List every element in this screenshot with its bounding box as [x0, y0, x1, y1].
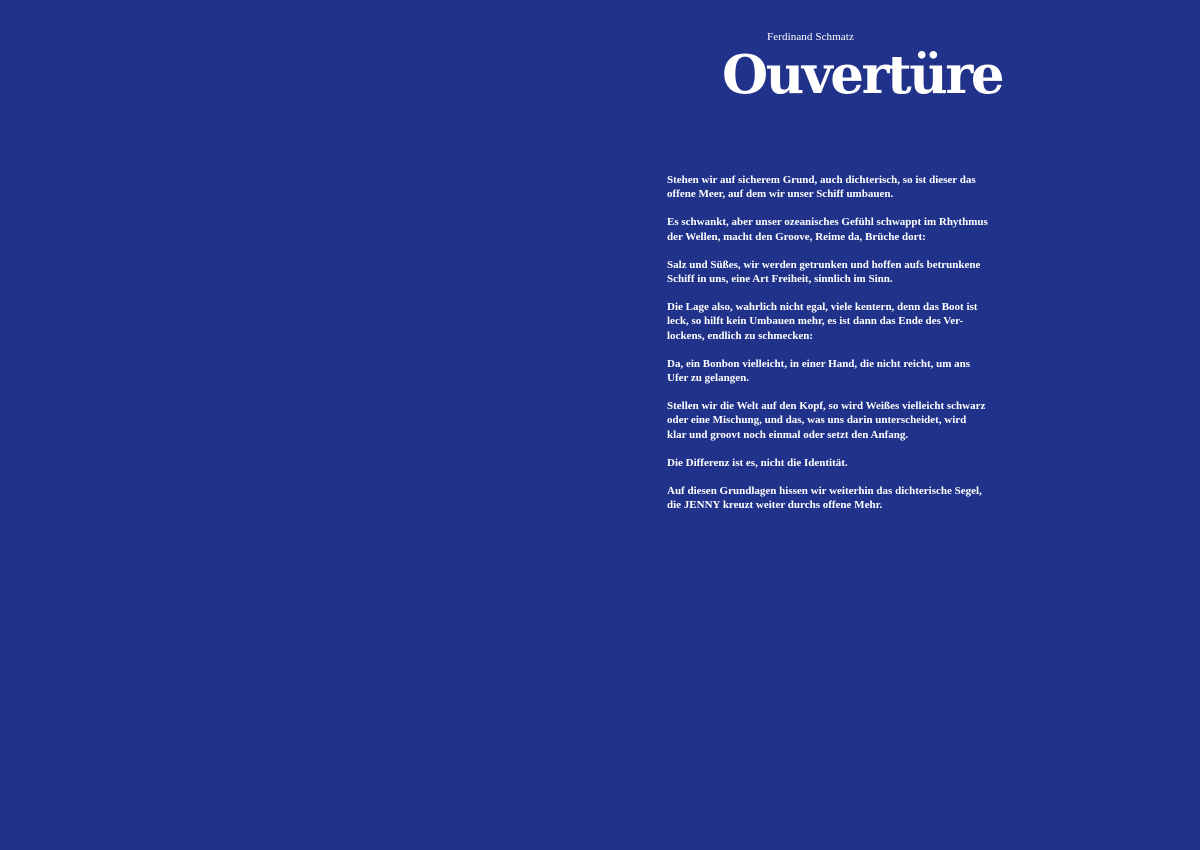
text-line: Es schwankt, aber unser ozeanisches Gefühl schwappt im Rhythmus — [667, 216, 988, 229]
text-line: der Wellen, macht den Groove, Reime da, Brüche dort: — [667, 230, 926, 243]
paragraph — [667, 484, 995, 512]
text-line: leck, so hilft kein Umbauen mehr, es ist dann das Ende des Ver- — [667, 315, 964, 328]
text-line: oder eine Mischung, und das, was uns darin unterscheidet, wird — [667, 414, 967, 427]
paragraph — [667, 173, 995, 201]
page-title: Ouvertüre — [722, 44, 1003, 106]
text-line: Die Differenz ist es, nicht die Identität. — [667, 456, 848, 469]
text-line: klar und groovt noch einmal oder setzt den Anfang. — [667, 428, 909, 441]
right-page — [600, 0, 1200, 850]
paragraph — [667, 357, 995, 385]
text-line: Stehen wir auf sicherem Grund, auch dichterisch, so ist dieser das — [667, 174, 976, 186]
text-line: Da, ein Bonbon vielleicht, in einer Hand, die nicht reicht, um ans — [667, 357, 971, 370]
paragraph — [667, 456, 995, 470]
text-line: lockens, endlich zu schmecken: — [667, 329, 814, 342]
body-text — [667, 173, 995, 526]
text-line: offene Meer, auf dem wir unser Schiff umbauen. — [667, 188, 894, 201]
paragraph — [667, 258, 995, 286]
paragraph — [667, 215, 995, 243]
text-line: Ufer zu gelangen. — [667, 372, 749, 385]
text-line: Stellen wir die Welt auf den Kopf, so wird Weißes vielleicht schwarz — [667, 400, 986, 413]
text-line: Auf diesen Grundlagen hissen wir weiterhin das dichterische Segel, — [667, 485, 982, 498]
text-line: Schiff in uns, eine Art Freiheit, sinnlich im Sinn. — [667, 273, 893, 286]
author-name: Ferdinand Schmatz — [767, 31, 854, 43]
text-line: die JENNY kreuzt weiter durchs offene Mehr. — [667, 499, 883, 512]
paragraph — [667, 300, 995, 343]
paragraph — [667, 399, 995, 442]
text-line: Salz und Süßes, wir werden getrunken und hoffen aufs betrunkene — [667, 258, 981, 271]
text-line: Die Lage also, wahrlich nicht egal, viele kentern, denn das Boot ist — [667, 301, 978, 314]
